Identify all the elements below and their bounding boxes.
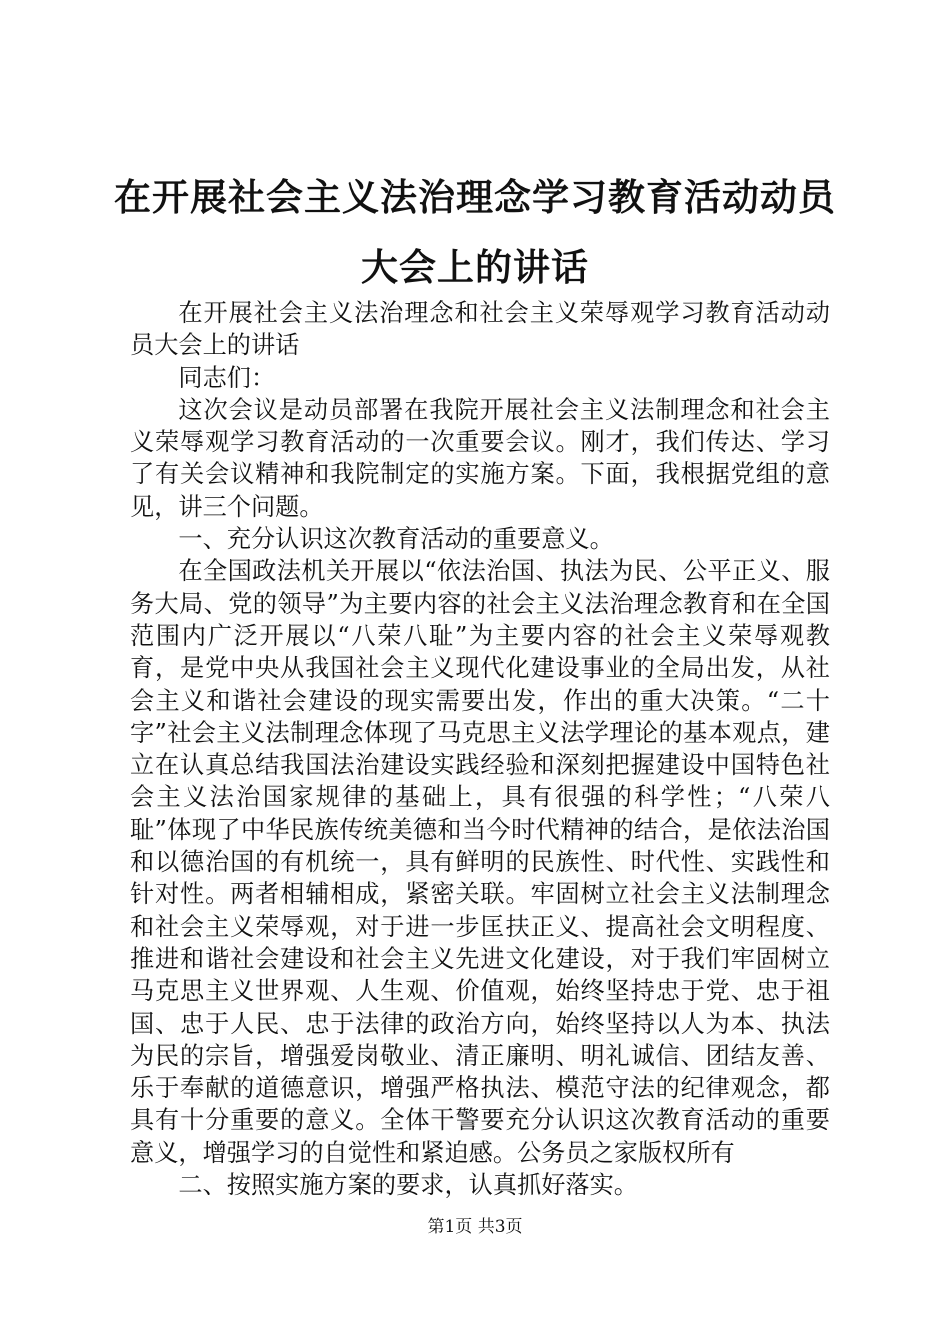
paragraph-salutation: 同志们： [178, 363, 276, 392]
paragraph-section-1: 在全国政法机关开展以“依法治国、执法为民、公平正义、服务大局、党的领导”为主要内容的社会主义法治理念教育和在全国范围内广泛开展以“八荣八耻”为主要内容的社会主义荣辱观教育，是党中央从我国社会主义现代化建设事业的全局出发，从社会主义和谐社会建设的现实需要出发，作出的重大决策。“二十字”社会主义法制理念体现了马克思主义法学理论的基本观点，建立在认真总结我国法治建设实践经验和深刻把握建设中国特色社会主义法治国家规律的基础上，具有很强的科学性；“八荣八耻”体现了中华民族传统美德和当今时代精神的结合，是依法治国和以德治国的有机统一，具有鲜明的民族性、时代性、实践性和针对性。两者相辅相成，紧密关联。牢固树立社会主义法制理念和社会主义荣辱观，对于进一步匡扶正义、提高社会文明程度、推进和谐社会建设和社会主义先进文化建设，对于我们牢固树立马克思主义世界观、人生观、价值观，始终坚持忠于党、忠于祖国、忠于人民、忠于法律的政治方向，始终坚持以人为本、执法为民的宗旨，增强爱岗敬业、清正廉明、明礼诚信、团结友善、乐于奉献的道德意识，增强严格执法、模范守法的纪律观念，都具有十分重要的意义。全体干警要充分认识这次教育活动的重要意义，增强学习的自觉性和紧迫感。公务员之家版权所有 [130, 557, 830, 1167]
document-body [130, 297, 830, 1201]
section-heading-2: 二、按照实施方案的要求，认真抓好落实。 [178, 1171, 638, 1200]
paragraph-subtitle: 在开展社会主义法治理念和社会主义荣辱观学习教育活动动员大会上的讲话 [130, 299, 830, 360]
page-footer: 第1页 共3页 [427, 1217, 523, 1237]
section-heading-1: 一、充分认识这次教育活动的重要意义。 [178, 525, 614, 554]
paragraph-intro: 这次会议是动员部署在我院开展社会主义法制理念和社会主义荣辱观学习教育活动的一次重要会议。刚才，我们传达、学习了有关会议精神和我院制定的实施方案。下面，我根据党组的意见，讲三个问题。 [130, 395, 830, 521]
document-title: 在开展社会主义法治理念学习教育活动动员大会上的讲话 [114, 175, 836, 289]
